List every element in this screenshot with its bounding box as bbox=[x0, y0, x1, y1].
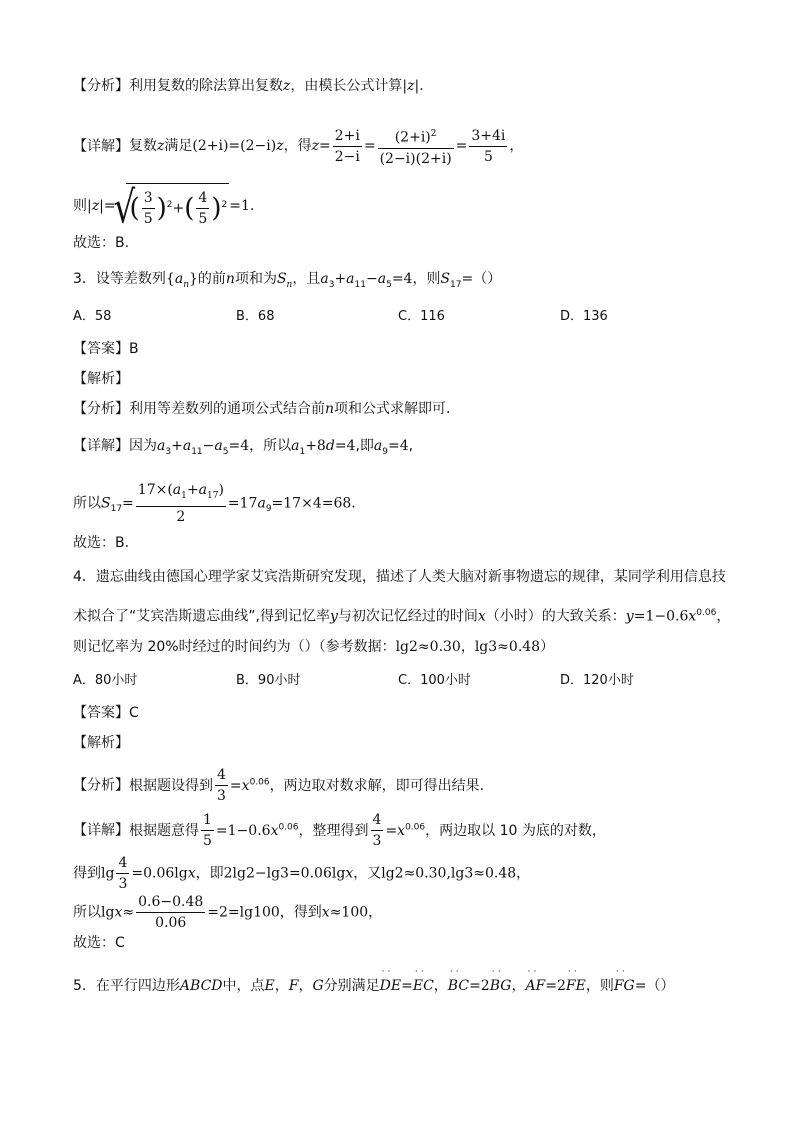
modulus-formula: 则|z|=√ ( $\frac{3}{5}$ )$^2$+( $\frac{4}{5}$ )$^2$ =1. bbox=[73, 198, 254, 214]
q4-option-b: B．90小时 bbox=[236, 673, 301, 688]
fenxi-text: 利用等差数列的通项公式结合前n项和公式求解即可. bbox=[129, 401, 451, 417]
xiangjie-tag: 【详解】 bbox=[73, 822, 129, 839]
q3-xiangjie-line bbox=[73, 435, 413, 463]
q5-stem: 5．在平行四边形ABCD中，点E，F，G分别满足˙˙ DE=˙˙ EC，˙˙ BC=2˙˙ BG，˙˙ AF=2˙˙ FE，则˙˙ FG=（） bbox=[73, 975, 674, 997]
q3-option-d: D．136 bbox=[560, 309, 608, 324]
xiangjie-text: 复数z满足(2+i)=(2−i)z，得z= $\frac{2+i}{2-i}$ = $\frac{(2+i)^2}{(2-i)(2+i)}$ = $\frac{3+4i}{5}$ ， bbox=[129, 138, 523, 154]
xiangjie-tag: 【详解】 bbox=[73, 438, 129, 454]
q2-modulus-line bbox=[73, 183, 254, 229]
q4-option-a: A．80小时 bbox=[73, 673, 138, 688]
q4-stem-line3: 则记忆率为 20%时经过的时间约为（）（参考数据：lg2≈0.30，lg3≈0.48） bbox=[73, 639, 555, 655]
q4-option-d: D．120小时 bbox=[560, 673, 634, 688]
fenxi-tag: 【分析】 bbox=[73, 401, 129, 417]
fenxi-text: 利用复数的除法算出复数z，由模长公式计算|z|. bbox=[129, 78, 424, 94]
q3-option-c: C．116 bbox=[398, 309, 445, 324]
q4-stem-line1: 4．遗忘曲线由德国心理学家艾宾浩斯研究发现，描述了人类大脑对新事物遗忘的规律，某同学利用信息技 bbox=[73, 569, 726, 585]
q4-line3: 所以lgx≈ $\frac{0.6-0.48}{0.06}$ =2=lg100，得到x≈100， bbox=[73, 894, 383, 931]
xiangjie-text: 因为$a_3+a_{11}-a_5=4$，所以$a_1+8d=4$,即$a_9=4$, bbox=[129, 438, 414, 457]
q4-option-c: C．100小时 bbox=[398, 673, 471, 688]
q2-answer: 故选：B. bbox=[73, 235, 130, 251]
q3-answer: 故选：B. bbox=[73, 535, 130, 551]
q3-sum-line: 所以$S_{17}=$ $\frac{17\times(a_1+a_{17})}{2}$ $=17a_9=17\times 4=68$. bbox=[73, 482, 356, 525]
q4-stem-line2: 术拟合了“艾宾浩斯遗忘曲线”,得到记忆率y与初次记忆经过的时间x（小时）的大致关系：$y=1-0.6x^{0.06}$， bbox=[73, 608, 731, 625]
fenxi-tag: 【分析】 bbox=[73, 78, 129, 94]
xiangjie-text: 根据题意得 $\frac{1}{5}$ $=1-0.6x^{0.06}$，整理得到 $\frac{4}{3}$ $=x^{0.06}$，两边取以 10 为底的对数， bbox=[129, 812, 606, 849]
q2-xiangjie-line bbox=[73, 124, 523, 169]
xiangjie-tag: 【详解】 bbox=[73, 138, 129, 155]
q2-fenxi-line bbox=[73, 75, 424, 97]
q4-answer: 故选：C bbox=[73, 935, 125, 951]
q3-stem: 3．设等差数列$\{a_n\}$的前n项和为$S_n$，且$a_3+a_{11}-a_5=4$，则$S_{17}=()$ bbox=[73, 271, 502, 290]
q4-line2: 得到lg $\frac{4}{3}$ =0.06lgx，即2lg2−lg3=0.06lgx，又lg2≈0.30,lg3≈0.48， bbox=[73, 855, 531, 892]
q4-daan: 【答案】C bbox=[73, 705, 139, 721]
q3-option-b: B．68 bbox=[236, 309, 275, 324]
q3-jiexi: 【解析】 bbox=[73, 371, 129, 387]
fenxi-tag: 【分析】 bbox=[73, 777, 129, 794]
fenxi-text: 根据题设得到 $\frac{4}{3}$ $=x^{0.06}$，两边取对数求解，即可得出结果. bbox=[129, 767, 485, 804]
q3-option-a: A．58 bbox=[73, 309, 112, 324]
q3-daan: 【答案】B bbox=[73, 341, 139, 357]
q4-jiexi: 【解析】 bbox=[73, 735, 129, 751]
q4-xiangjie-line bbox=[73, 810, 606, 851]
q4-fenxi-line bbox=[73, 765, 484, 806]
q3-fenxi-line bbox=[73, 398, 450, 420]
